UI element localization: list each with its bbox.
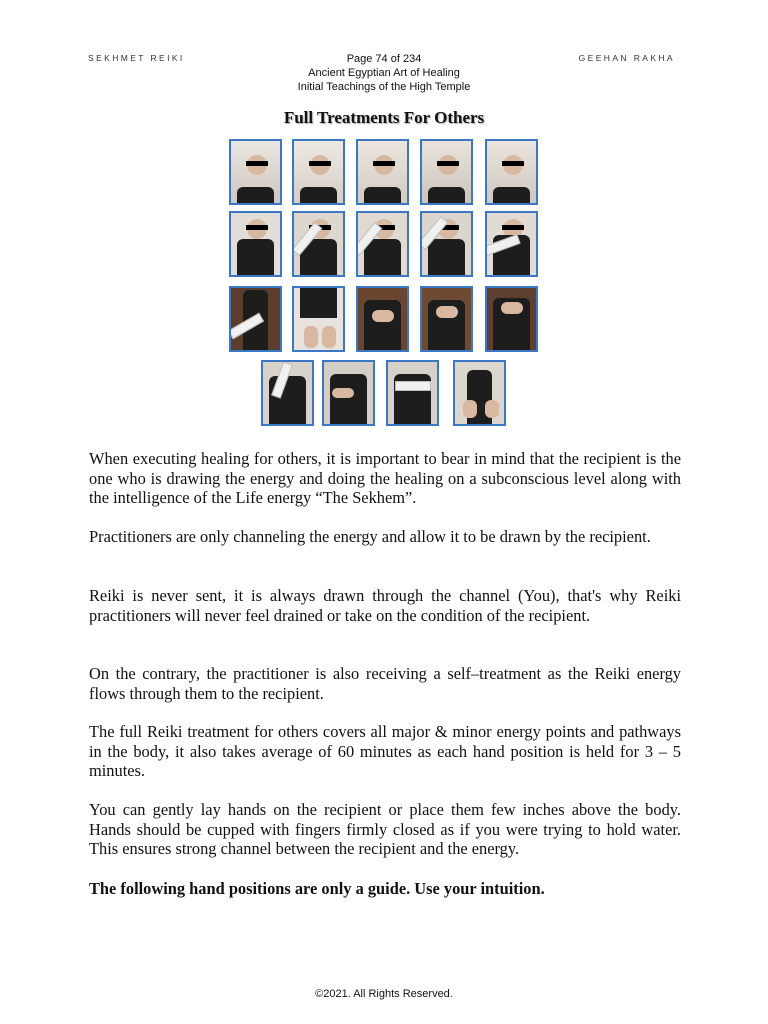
hand-position-photo [453,360,506,426]
hand-position-photo [420,139,473,205]
hand-position-photo [292,211,345,277]
paragraph-self-treatment: On the contrary, the practitioner is also receiving a self–treatment as the Reiki energy flows through them to the recipient. [89,664,681,703]
paragraph-healing-others: When executing healing for others, it is important to bear in mind that the recipient is the one who is drawing the energy and doing the healing on a subconscious level along with the intelligence of the Life energy “The Sekhem”. [89,449,681,507]
hand-position-photo [356,211,409,277]
hand-positions-photo-grid [0,137,768,431]
paragraph-channeling: Practitioners are only channeling the energy and allow it to be drawn by the recipient. [89,527,651,546]
page-title: Full Treatments For Others [283,108,485,127]
hand-position-photo [292,286,345,352]
hand-position-photo [229,211,282,277]
paragraph-guide-note: The following hand positions are only a guide. Use your intuition. [89,879,545,898]
hand-position-photo [292,139,345,205]
page-number: Page 74 of 234 [346,53,422,65]
header-left: SEKHMET REIKI [88,53,185,63]
hand-position-photo [420,286,473,352]
footer-copyright: ©2021. All Rights Reserved. [315,988,453,1000]
hand-position-photo [386,360,439,426]
header-subtitle-1: Ancient Egyptian Art of Healing [308,67,460,79]
header-subtitle-2: Initial Teachings of the High Temple [297,81,471,93]
paragraph-full-treatment: The full Reiki treatment for others covers all major & minor energy points and pathways in the body, it also takes average of 60 minutes as each hand position is held for 3 – 5 minutes. [89,722,681,780]
hand-position-photo [229,139,282,205]
hand-position-photo [420,211,473,277]
hand-position-photo [261,360,314,426]
hand-position-photo [485,139,538,205]
hand-position-photo [322,360,375,426]
header-right: GEEHAN RAKHA [578,53,675,63]
hand-position-photo [229,286,282,352]
hand-position-photo [485,286,538,352]
hand-position-photo [485,211,538,277]
hand-position-photo [356,286,409,352]
paragraph-lay-hands: You can gently lay hands on the recipient or place them few inches above the body. Hands should be cupped with fingers firmly closed as if you were trying to hold water. This ensures strong channel between the recipient and the energy. [89,800,681,858]
hand-position-photo [356,139,409,205]
paragraph-never-sent: Reiki is never sent, it is always drawn through the channel (You), that's why Reiki practitioners will never feel drained or take on the condition of the recipient. [89,586,681,625]
